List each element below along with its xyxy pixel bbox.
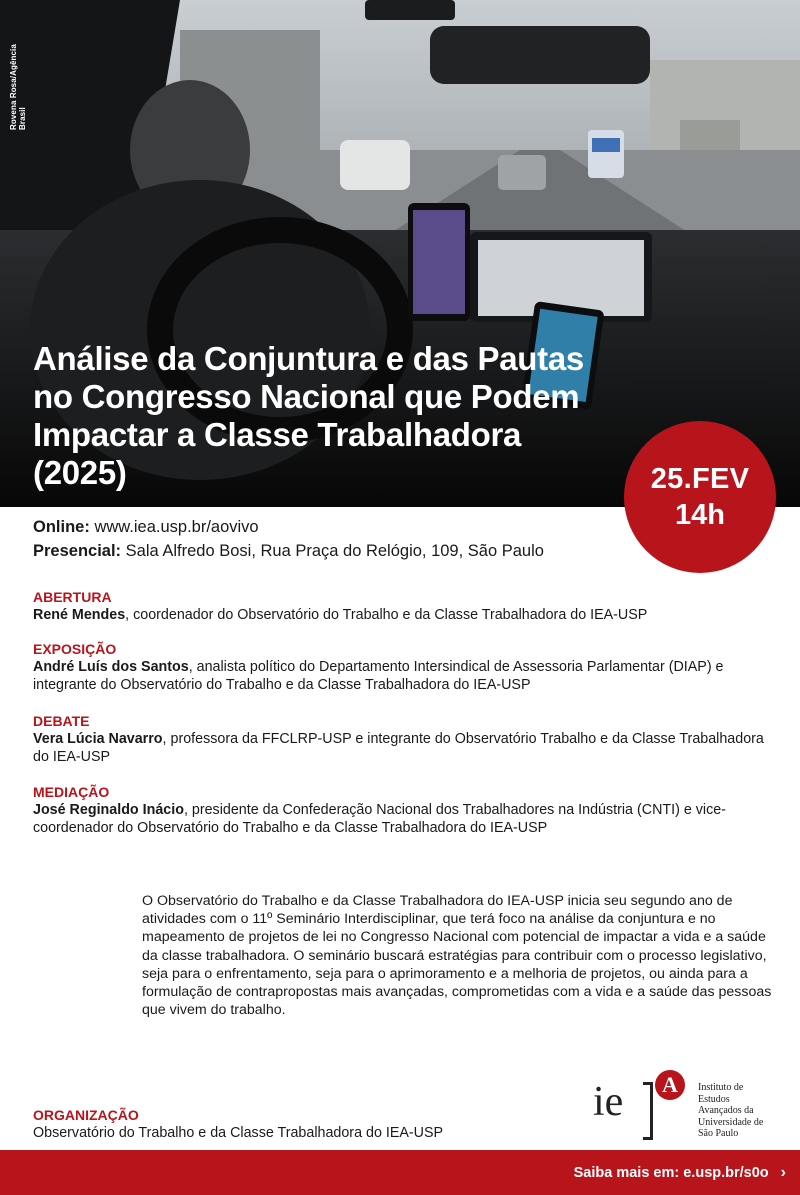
organization-block — [33, 1107, 553, 1142]
program-section-mediacao — [33, 784, 783, 837]
event-title: Análise da Conjuntura e das Pautas no Congresso Nacional que Podem Impactar a Classe Trabalhadora (2025) — [33, 340, 584, 491]
section-body — [33, 801, 783, 837]
section-heading: ABERTURA — [33, 589, 112, 605]
speaker-name: René Mendes — [33, 607, 126, 623]
chevron-right-icon[interactable]: › — [780, 1163, 786, 1181]
logo-mark: ie — [593, 1079, 624, 1125]
speaker-name: André Luís dos Santos — [33, 659, 189, 675]
online-label: Online: — [33, 518, 90, 536]
logo-line: Avançados da — [698, 1105, 754, 1116]
speaker-role: , professora da FFCLRP-USP e integrante do Observatório Trabalho e da Classe Trabalhadora do IEA-USP — [33, 731, 764, 765]
location-block — [33, 515, 544, 563]
speaker-name: Vera Lúcia Navarro — [33, 731, 163, 747]
section-heading: DEBATE — [33, 713, 90, 729]
event-date: 25.FEV — [650, 463, 750, 495]
online-link[interactable]: www.iea.usp.br/aovivo — [94, 518, 259, 536]
event-time: 14h — [675, 499, 725, 531]
speaker-role: , coordenador do Observatório do Trabalho e da Classe Trabalhadora do IEA-USP — [125, 607, 648, 623]
logo-text — [698, 1082, 763, 1140]
inperson-line — [33, 539, 544, 563]
logo-circle: A — [655, 1070, 685, 1100]
date-badge — [624, 421, 776, 573]
program-section-debate — [33, 713, 783, 766]
logo-line: Universidade de — [698, 1116, 764, 1128]
speaker-role: , presidente da Confederação Nacional dos Trabalhadores na Indústria (CNTI) e vice-coordenador do Observatório do Trabalho e da Classe Trabalhadora do IEA-USP — [33, 802, 726, 836]
inperson-address: Sala Alfredo Bosi, Rua Praça do Relógio, 109, São Paulo — [125, 542, 544, 560]
section-heading: EXPOSIÇÃO — [33, 641, 117, 657]
event-description: O Observatório do Trabalho e da Classe Trabalhadora do IEA-USP inicia seu segundo ano de atividades com o 11º Seminário Interdisciplinar, que terá foco na análise da conjuntura e no mapeamento de projetos de lei no Congresso Nacional com potencial de impactar a vida e a saúde da classe trabalhadora. O seminário buscará estratégias para contribuir com o processo legislativo, seja para o enfrentamento, seja para o aprimoramento e a melhoria de projetos, ou ainda para a formulação de contrapropostas mais avançadas, comprometidas com a vida e a saúde das pessoas que vivem do trabalho. — [142, 893, 772, 1019]
iea-usp-logo — [593, 1070, 793, 1146]
inperson-label: Presencial: — [33, 542, 122, 560]
logo-line: Instituto de — [698, 1082, 744, 1093]
online-line — [33, 515, 544, 539]
logo-line: Estudos — [698, 1093, 730, 1105]
program-section-abertura — [33, 589, 783, 624]
speaker-name: José Reginaldo Inácio — [33, 802, 184, 818]
section-body — [33, 658, 783, 694]
program-section-exposicao — [33, 641, 783, 694]
section-body — [33, 606, 783, 624]
photo-credit: Rovena Rosa/Agência Brasil — [9, 44, 27, 130]
section-heading: MEDIAÇÃO — [33, 784, 110, 800]
organization-heading: ORGANIZAÇÃO — [33, 1107, 139, 1123]
organization-name: Observatório do Trabalho e da Classe Trabalhadora do IEA-USP — [33, 1125, 444, 1141]
speaker-role: , analista político do Departamento Intersindical de Assessoria Parlamentar (DIAP) e integrante do Observatório do Trabalho e da Classe Trabalhadora do IEA-USP — [33, 659, 724, 693]
logo-bracket — [643, 1082, 653, 1140]
footer-bar[interactable] — [0, 1150, 800, 1195]
more-info-link[interactable]: Saiba mais em: e.usp.br/s0o — [573, 1164, 769, 1181]
logo-line: São Paulo — [698, 1128, 739, 1139]
section-body — [33, 730, 783, 766]
